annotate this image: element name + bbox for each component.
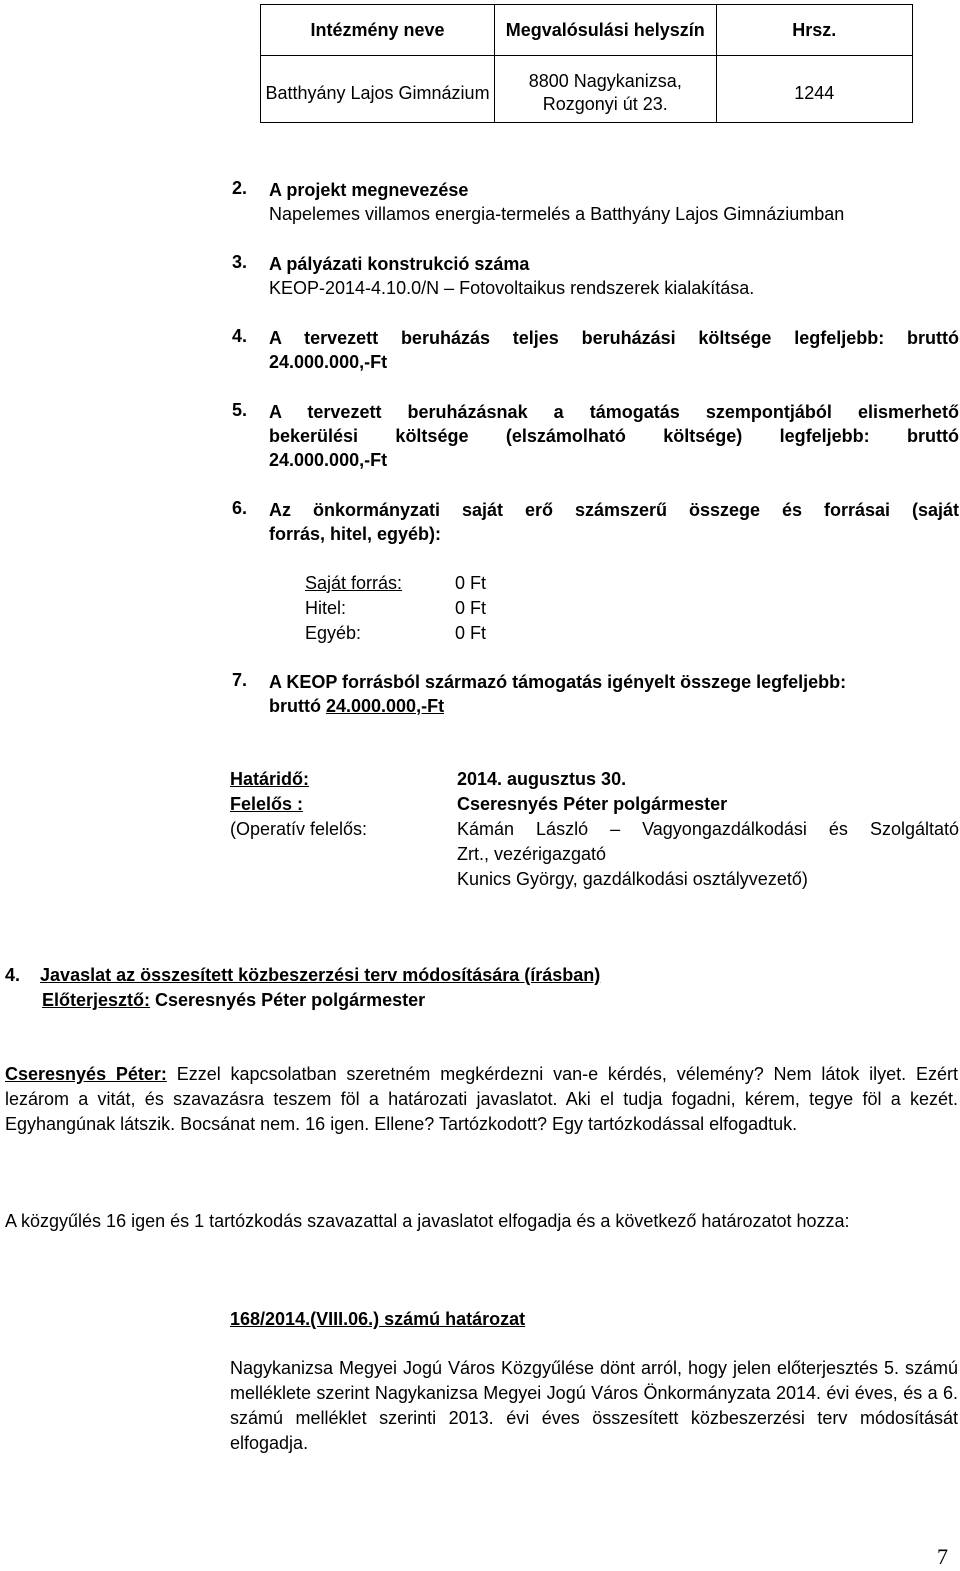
funding-value: 0 Ft (455, 598, 487, 618)
item-number: 6. (232, 498, 248, 518)
responsible-value: Cseresnyés Péter polgármester (457, 794, 728, 814)
presenter-name: Cseresnyés Péter polgármester (150, 990, 426, 1010)
operative-value (457, 817, 959, 892)
section-title: Javaslat az összesített közbeszerzési terv módosítására (írásban) (40, 965, 601, 985)
table-row (261, 56, 913, 123)
deadline-value: 2014. augusztus 30. (457, 769, 627, 789)
page-number: 7 (937, 1544, 948, 1569)
speech-paragraph (5, 1062, 958, 1137)
table-cell: 8800 Nagykanizsa, Rozgonyi út 23. (495, 56, 717, 123)
item-amount: 24.000.000,-Ft (269, 352, 388, 372)
resolution-title: 168/2014.(VIII.06.) számú határozat (230, 1309, 526, 1329)
item-line: A tervezett beruházás teljes beruházási költsége legfeljebb: bruttó (269, 328, 959, 348)
speaker-name: Cseresnyés Péter: (5, 1064, 167, 1084)
item-line: Az önkormányzati saját erő számszerű összege és forrásai (saját (269, 500, 959, 520)
funding-label: Egyéb: (305, 623, 362, 643)
deadline-label: Határidő: (230, 769, 310, 789)
item-line: bekerülési költsége (elszámolható költsége) legfeljebb: bruttó (269, 426, 959, 446)
item-amount: 24.000.000,-Ft (325, 696, 445, 716)
operative-label: (Operatív felelős: (230, 819, 368, 839)
table-cell: 1244 (716, 56, 912, 123)
item-number: 3. (232, 252, 248, 272)
operative-row (230, 817, 959, 892)
item-number: 4. (232, 326, 248, 346)
header-cell: Megvalósulási helyszín (495, 5, 717, 56)
funding-value: 0 Ft (455, 623, 487, 643)
item-number: 2. (232, 178, 248, 198)
item-number: 7. (232, 670, 248, 690)
funding-label: Saját forrás: (305, 573, 403, 593)
item-line: A KEOP forrásból származó támogatás igényelt összege legfeljebb: (269, 672, 847, 692)
item-title: A projekt megnevezése (269, 180, 469, 200)
funding-row (305, 621, 486, 646)
item-line (269, 694, 959, 718)
vote-paragraph: A közgyűlés 16 igen és 1 tartózkodás szavazattal a javaslatot elfogadja és a következő határozatot hozza: (5, 1211, 850, 1231)
presenter-line (42, 988, 425, 1013)
item-prefix: bruttó (269, 696, 326, 716)
funding-label: Hitel: (305, 598, 347, 618)
item-title: A pályázati konstrukció száma (269, 254, 530, 274)
item-amount: 24.000.000,-Ft (269, 450, 388, 470)
header-cell: Hrsz. (716, 5, 912, 56)
resolution-text: Nagykanizsa Megyei Jogú Város Közgyűlése dönt arról, hogy jelen előterjesztés 5. számú melléklete szerint Nagykanizsa Megyei Jogú Város Önkormányzata 2014. évi éves, és a 6. számú melléklet szerinti 2013. évi éves összesített közbeszerzési terv módosítását elfogadja. (230, 1358, 958, 1453)
table-header-row (261, 5, 913, 56)
section-number: 4. (5, 965, 21, 985)
institution-table (260, 4, 913, 123)
funding-row (305, 596, 486, 621)
presenter-label: Előterjesztő: (42, 990, 151, 1010)
operative-line: Kámán László – Vagyongazdálkodási és Szolgáltató (457, 819, 959, 839)
table-cell: Batthyány Lajos Gimnázium (261, 56, 495, 123)
operative-line: Kunics György, gazdálkodási osztályvezető) (457, 869, 808, 889)
speech-text: Ezzel kapcsolatban szeretném megkérdezni van-e kérdés, vélemény? Nem látok ilyet. Ezért lezárom a vitát, és szavazásra teszem föl a határozati javaslatot. Aki el tudja fogadni, kérem, tegye föl a kezét. Egyhangúnak látszik. Bocsánat nem. 16 igen. Ellene? Tartózkodott? Egy tartózkodással elfogadtuk. (5, 1064, 958, 1134)
responsible-row (230, 792, 959, 817)
responsible-label: Felelős : (230, 794, 304, 814)
item-text: Napelemes villamos energia-termelés a Batthyány Lajos Gimnáziumban (269, 204, 845, 224)
item-text: KEOP-2014-4.10.0/N – Fotovoltaikus rendszerek kialakítása. (269, 278, 755, 298)
funding-list (305, 571, 486, 646)
item-number: 5. (232, 400, 248, 420)
funding-value: 0 Ft (455, 573, 487, 593)
operative-line: Zrt., vezérigazgató (457, 844, 607, 864)
responsibility-block (230, 767, 959, 892)
deadline-row (230, 767, 959, 792)
funding-row (305, 571, 486, 596)
item-line: A tervezett beruházásnak a támogatás szempontjából elismerhető (269, 402, 959, 422)
section-heading (5, 963, 600, 988)
item-line: forrás, hitel, egyéb): (269, 524, 442, 544)
header-cell: Intézmény neve (261, 5, 495, 56)
